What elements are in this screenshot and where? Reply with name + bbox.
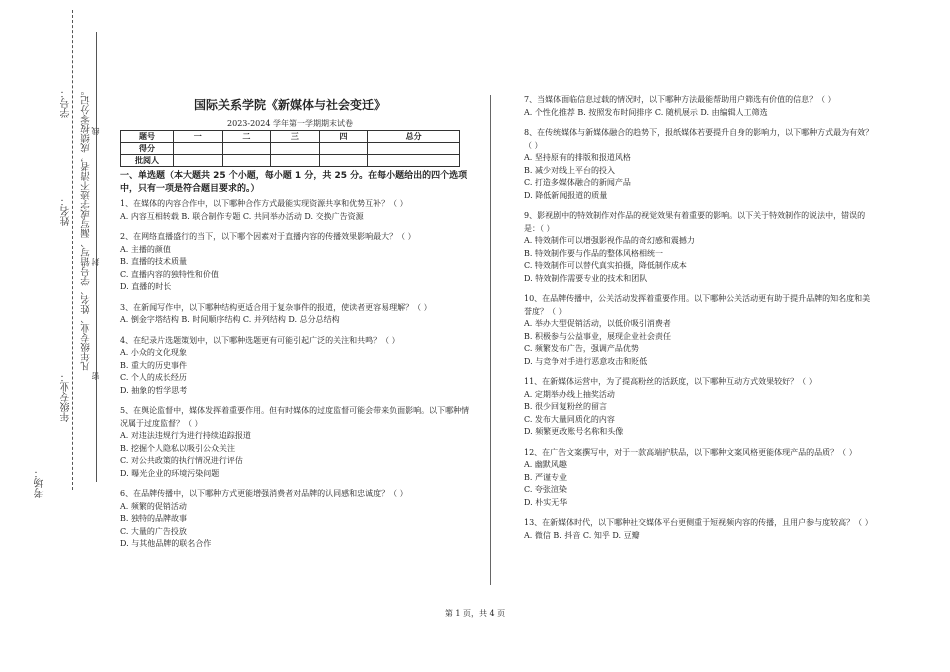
score-table-header: 一 [174, 131, 223, 143]
question-stem: 2、在网络直播盛行的当下，以下哪个因素对于直播内容的传播效果影响最大？（ ） [120, 232, 416, 241]
score-table-row [121, 143, 460, 155]
grader-row-label: 批阅人 [121, 155, 174, 167]
score-table-header-row [121, 131, 460, 143]
question-option: D. 朴实无华 [524, 497, 568, 507]
question-option: A. 倒金字塔结构 B. 时间顺序结构 C. 并列结构 D. 总分总结构 [120, 315, 340, 324]
question-option: B. 减少对线上平台的投入 [524, 165, 615, 175]
student-id-label: 学号： [61, 88, 72, 118]
question-option: A. 频繁的促销活动 [120, 501, 187, 511]
question-option: B. 直播的技术质量 [120, 257, 187, 266]
question-item [120, 302, 472, 327]
question-option: A. 主播的颜值 [120, 244, 171, 254]
right-column [524, 94, 876, 550]
question-option: A. 坚持原有的排版和报道风格 [524, 153, 631, 162]
question-item [524, 517, 876, 542]
question-stem: 3、在新闻写作中，以下哪种结构更适合用于复杂事件的报道，使读者更容易理解？（ ） [120, 302, 432, 312]
question-gap [120, 554, 472, 559]
question-option: A. 举办大型促销活动，以低价吸引消费者 [524, 319, 671, 328]
seal-line-mark: 线 [91, 127, 100, 135]
question-stem: 5、在舆论监督中，媒体发挥着重要作用。但有时媒体的过度监督可能会带来负面影响。以下哪种情况属于过度监督？（ ） [120, 406, 470, 428]
question-item [524, 94, 876, 119]
question-item [120, 231, 472, 294]
score-table-header: 四 [319, 131, 368, 143]
question-item [524, 376, 876, 439]
score-table-header: 总分 [368, 131, 460, 143]
question-item [120, 198, 472, 223]
question-option: C. 频繁发布广告，强调产品优势 [524, 344, 639, 353]
question-option: D. 频繁更改账号名称和头像 [524, 427, 624, 436]
exam-title: 国际关系学院《新媒体与社会变迁》 [193, 98, 386, 112]
score-cell[interactable] [174, 143, 223, 155]
left-question-list [120, 198, 472, 559]
question-option: C. 大量的广告投放 [120, 526, 187, 536]
score-table-header: 三 [271, 131, 320, 143]
score-cell[interactable] [368, 143, 460, 155]
question-stem: 6、在品牌传播中，以下哪种方式更能增强消费者对品牌的认同感和忠诚度？（ ） [120, 489, 408, 498]
seal-secret-mark: 密 [91, 372, 100, 380]
question-stem: 13、在新媒体时代，以下哪种社交媒体平台更侧重于短视频内容的传播，且用户参与度较高？（ ） [524, 518, 873, 527]
section-heading: 一、单选题（本大题共 25 个小题，每小题 1 分，共 25 分。在每小题给出的四个选项中，只有一项是符合题目要求的。） [120, 171, 468, 194]
question-option: A. 微信 B. 抖音 C. 知乎 D. 豆瓣 [524, 530, 640, 540]
question-option: D. 与其他品牌的联名合作 [120, 539, 212, 548]
question-stem: 10、在品牌传播中，公关活动发挥着重要作用。以下哪种公关活动更有助于提升品牌的知名度和美誉度？（ ） [524, 294, 871, 316]
score-cell[interactable] [271, 143, 320, 155]
question-option: D. 抽象的哲学思考 [120, 385, 188, 395]
question-stem: 1、在媒体的内容合作中，以下哪种合作方式最能实现资源共享和优势互补？（ ） [120, 199, 408, 208]
question-stem: 9、影视剧中的特效制作对作品的视觉效果有着重要的影响。以下关于特效制作的说法中，错误的是：（ ） [524, 211, 866, 233]
question-option: C. 对公共政策的执行情况进行评估 [120, 456, 243, 465]
question-stem: 4、在纪录片选题策划中，以下哪种选题更有可能引起广泛的关注和共鸣？（ ） [120, 335, 400, 345]
question-item [120, 405, 472, 480]
question-option: B. 积极参与公益事业，展现企业社会责任 [524, 331, 671, 341]
question-option: C. 打造多媒体融合的新闻产品 [524, 178, 631, 187]
binding-dashed-line-left [72, 10, 73, 490]
question-option: A. 特效制作可以增强影视作品的奇幻感和震撼力 [524, 236, 695, 245]
column-divider [490, 95, 491, 585]
page-footer: 第 1 页，共 4 页 [444, 609, 506, 618]
question-option: B. 严谨专业 [524, 472, 567, 482]
right-question-list [524, 94, 876, 550]
question-item [524, 127, 876, 202]
question-option: D. 与竞争对手进行恶意攻击和贬低 [524, 356, 648, 366]
question-option: C. 夸张渲染 [524, 485, 567, 494]
question-option: B. 挖掘个人隐私以吸引公众关注 [120, 443, 235, 453]
binding-solid-line-right [96, 32, 97, 482]
question-option: D. 曝光企业的环境污染问题 [120, 468, 220, 478]
question-option: C. 特效制作可以替代真实拍摄，降低制作成本 [524, 261, 687, 270]
question-option: A. 定期举办线上抽奖活动 [524, 389, 615, 399]
question-option: A. 对违法违规行为进行持续追踪报道 [120, 431, 251, 440]
grade-major-label: 年级专业： [61, 372, 72, 422]
exam-site-label: 考场： [35, 468, 46, 498]
question-option: D. 特效制作需要专业的技术和团队 [524, 273, 648, 283]
question-option: B. 特效制作要与作品的整体风格相统一 [524, 248, 663, 258]
name-label: 姓名： [61, 196, 72, 226]
question-item [524, 447, 876, 510]
question-stem: 11、在新媒体运营中，为了提高粉丝的活跃度，以下哪种互动方式效果较好？（ ） [524, 377, 817, 386]
grader-cell[interactable] [174, 155, 223, 167]
question-stem: 7、当媒体面临信息过载的情况时，以下哪种方法最能帮助用户筛选有价值的信息？（ ） [524, 95, 836, 104]
question-item [524, 293, 876, 368]
score-table [120, 130, 460, 167]
question-option: A. 内容互相转载 B. 联合制作专题 C. 共同举办活动 D. 交换广告资源 [120, 211, 364, 221]
question-option: B. 重大的历史事件 [120, 360, 187, 370]
grader-cell[interactable] [319, 155, 368, 167]
grader-cell[interactable] [271, 155, 320, 167]
question-stem: 12、在广告文案撰写中，对于一款高端护肤品，以下哪种文案风格更能体现产品的品质？（ ） [524, 447, 857, 457]
exam-subtitle: 2023-2024 学年第一学期期末试卷 [227, 119, 353, 128]
question-option: C. 发布大量同质化的内容 [524, 414, 615, 424]
left-column [120, 170, 472, 559]
score-cell[interactable] [319, 143, 368, 155]
question-stem: 8、在传统媒体与新媒体融合的趋势下，报纸媒体若要提升自身的影响力，以下哪种方式最为有效？（ ） [524, 128, 874, 150]
question-item [120, 335, 472, 398]
question-option: B. 独特的品牌故事 [120, 514, 187, 523]
score-row-label: 得分 [121, 143, 174, 155]
question-option: D. 降低新闻报道的质量 [524, 190, 608, 200]
question-option: C. 直播内容的独特性和价值 [120, 269, 219, 279]
question-option: C. 个人的成长经历 [120, 373, 187, 382]
question-option: A. 小众的文化现象 [120, 348, 187, 357]
binding-notice: 凡年级专业、姓名、学号错写、漏写或字迹不清者，成绩按零分记。 [81, 86, 92, 371]
score-table-header: 二 [222, 131, 271, 143]
question-item [524, 210, 876, 285]
grader-cell[interactable] [222, 155, 271, 167]
question-gap [524, 545, 876, 550]
question-option: A. 幽默风趣 [524, 460, 567, 469]
question-item [120, 488, 472, 551]
question-option: D. 直播的时长 [120, 282, 172, 291]
question-option: B. 很少回复粉丝的留言 [524, 402, 607, 411]
grader-cell[interactable] [368, 155, 460, 167]
score-table-header: 题号 [121, 131, 174, 143]
score-cell[interactable] [222, 143, 271, 155]
question-option: A. 个性化推荐 B. 按照发布时间排序 C. 随机展示 D. 由编辑人工筛选 [524, 107, 768, 117]
seal-seal-mark: 封 [91, 258, 100, 266]
score-table-row [121, 155, 460, 167]
